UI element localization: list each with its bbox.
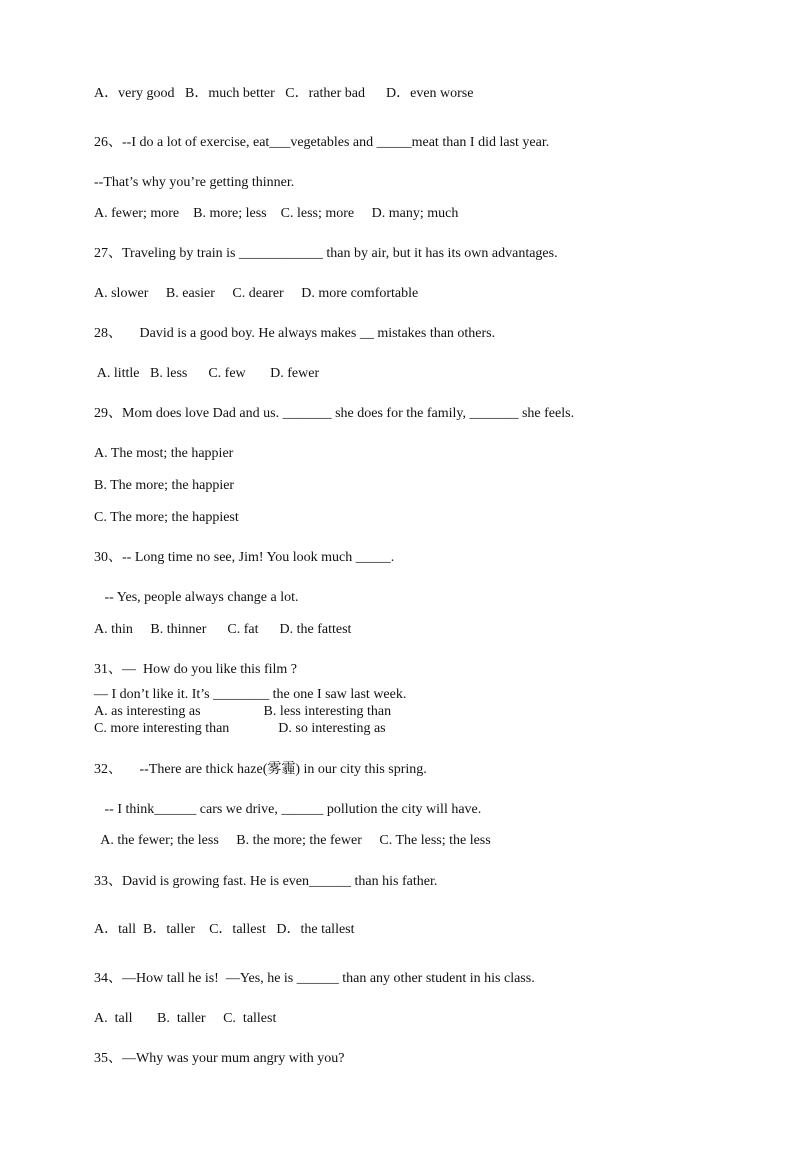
q32-question: 32、 --There are thick haze(雾霾) in our city this spring.: [94, 762, 427, 777]
q29-option-a: A. The most; the happier: [94, 446, 234, 461]
q30-question: 30、-- Long time no see, Jim! You look much _____.: [94, 550, 395, 565]
q31-options-cd: C. more interesting than D. so interesting as: [94, 721, 386, 736]
q27-options: A. slower B. easier C. dearer D. more comfortable: [94, 286, 419, 301]
q33-options: A．tall B．taller C．tallest D．the tallest: [94, 922, 355, 937]
q31-options-ab: A. as interesting as B. less interesting than: [94, 704, 392, 719]
q33-question: 33、David is growing fast. He is even______ than his father.: [94, 874, 438, 889]
q29-option-b: B. The more; the happier: [94, 478, 235, 493]
q26-options: A. fewer; more B. more; less C. less; more D. many; much: [94, 206, 459, 221]
q28-question: 28、 David is a good boy. He always makes __ mistakes than others.: [94, 326, 496, 341]
q29-option-c: C. The more; the happiest: [94, 510, 239, 525]
q34-options: A. tall B. taller C. tallest: [94, 1011, 277, 1026]
q30-response: -- Yes, people always change a lot.: [94, 590, 299, 605]
q31-response: — I don’t like it. It’s ________ the one I saw last week.: [94, 687, 407, 702]
q34-question: 34、—How tall he is! —Yes, he is ______ than any other student in his class.: [94, 971, 535, 986]
q25-options: A．very good B．much better C．rather bad D．even worse: [94, 86, 474, 101]
q27-question: 27、Traveling by train is ____________ than by air, but it has its own advantages.: [94, 246, 558, 261]
q26-response: --That’s why you’re getting thinner.: [94, 175, 295, 190]
q29-question: 29、Mom does love Dad and us. _______ she does for the family, _______ she feels.: [94, 406, 575, 421]
q30-options: A. thin B. thinner C. fat D. the fattest: [94, 622, 352, 637]
q26-question: 26、--I do a lot of exercise, eat___vegetables and _____meat than I did last year.: [94, 135, 550, 150]
q28-options: A. little B. less C. few D. fewer: [94, 366, 320, 381]
q32-options: A. the fewer; the less B. the more; the fewer C. The less; the less: [94, 833, 491, 848]
q31-question: 31、— How do you like this film ?: [94, 662, 297, 677]
q32-response: -- I think______ cars we drive, ______ pollution the city will have.: [94, 802, 482, 817]
q35-question: 35、—Why was your mum angry with you?: [94, 1051, 345, 1066]
